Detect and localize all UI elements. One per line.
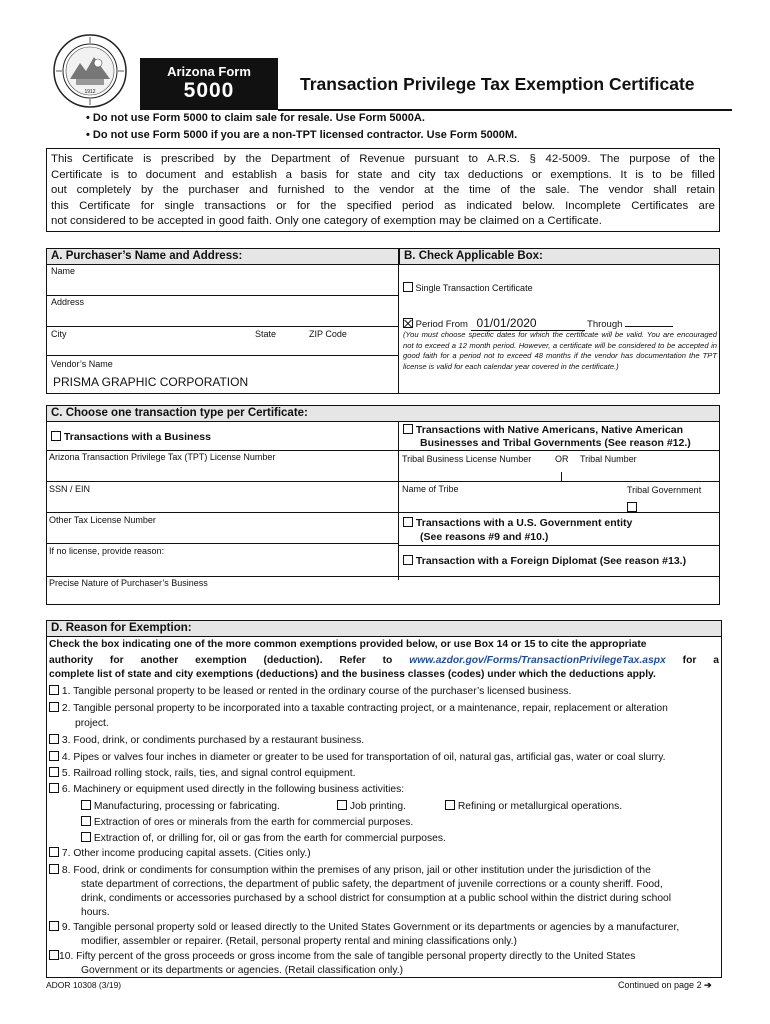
or-label: OR (555, 454, 569, 464)
state-label: State (255, 329, 277, 339)
reason-text: 4. Pipes or valves four inches in diameter or greater to be used for transportation of oil, natural gas, artificial gas, water or coal slurry. (61, 752, 666, 763)
instruction-text: for a (682, 655, 719, 666)
tribal-government-option[interactable] (627, 498, 637, 516)
ab-divider (398, 249, 399, 393)
period-note: (You must choose specific dates for which the certificate will be valid. You are encouraged not to exceed a 12 month period. However, a certificate will be considered to be accepted in good faith for a period not to exceed 48 months if the vendor has documentation the TPT license is valid for each calendar year covered in the certificate.) (403, 330, 717, 371)
reason-6[interactable] (49, 783, 404, 797)
intro-line: Certificate is to document and establish a basis for state and city tax deductions or exemptions. It is to be filled (51, 168, 715, 181)
reason-text: 3. Food, drink, or condiments purchased by a restaurant business. (61, 735, 365, 746)
form-id: ADOR 10308 (3/19) (46, 980, 122, 990)
row-rule (399, 545, 719, 546)
tribal-government-label: Tribal Government (627, 485, 702, 495)
arrow-right-icon: ➔ (704, 980, 712, 990)
intro-line: out completely by the purchaser and furnished to the vendor at the time of the sale. The vendor shall retain (51, 184, 715, 196)
section-c-header: C. Choose one transaction type per Certificate: (47, 406, 719, 422)
title-rule (278, 109, 732, 111)
form-number-box (140, 58, 278, 110)
instruction-line-1: Check the box indicating one of the more common exemptions provided below, or use Box 14 or 15 to cite the appropriate (49, 639, 647, 650)
address-label: Address (51, 297, 85, 307)
period-from-field[interactable]: 01/01/2020 (471, 316, 585, 331)
row-rule (47, 450, 398, 451)
state-field[interactable] (255, 339, 305, 353)
no-license-label: If no license, provide reason: (49, 546, 165, 556)
bullet-contractor: • Do not use Form 5000 if you are a non-TPT licensed contractor. Use Form 5000M. (86, 129, 518, 141)
oil-gas-checkbox[interactable] (81, 832, 91, 842)
tick-mark (561, 472, 562, 481)
section-c (46, 405, 720, 605)
business-nature-label: Precise Nature of Purchaser’s Business (49, 578, 208, 588)
form-label: Arizona Form (167, 64, 251, 79)
row-rule (47, 295, 398, 296)
vendor-name-field[interactable]: PRISMA GRAPHIC CORPORATION (53, 375, 249, 389)
intro-line: not considered to be accepted in good faith. Only one category of exemption may be claimed on a Certificate. (51, 215, 602, 227)
continued-text: Continued on page 2 (618, 980, 702, 990)
period-option[interactable] (403, 315, 719, 331)
section-ab (46, 248, 720, 394)
reason-text: 1. Tangible personal property to be leased or rented in the ordinary course of the purchaser’s licensed business. (61, 686, 572, 697)
native-american-label: Transactions with Native Americans, Native American (415, 424, 683, 436)
instruction-text: authority for another exemption (deduction). Refer to (49, 655, 393, 666)
tribal-number-label: Tribal Number (580, 454, 637, 464)
native-american-checkbox[interactable] (403, 424, 413, 434)
us-government-option[interactable] (403, 517, 632, 529)
reason-6-oil-gas[interactable] (81, 832, 446, 846)
other-license-label: Other Tax License Number (49, 515, 156, 525)
tribe-name-label: Name of Tribe (402, 484, 459, 494)
row-rule (47, 355, 398, 356)
c-divider (398, 422, 399, 580)
single-transaction-option[interactable] (403, 282, 533, 293)
bullet-resale-text: Do not use Form 5000 to claim sale for resale. Use Form 5000A. (92, 112, 425, 124)
section-a-header: A. Purchaser’s Name and Address: (47, 249, 399, 265)
reason-7[interactable] (49, 847, 311, 861)
svg-text:1912: 1912 (84, 89, 96, 95)
reason-10[interactable] (49, 950, 635, 964)
reason-8-line-2: state department of corrections, the department of public safety, the department of juvenile corrections or a county sheriff. Food, (81, 879, 663, 890)
native-american-label-2: Businesses and Tribal Governments (See reason #12.) (420, 437, 691, 449)
reason-7-checkbox[interactable] (49, 847, 59, 857)
intro-line: this Certificate for single transactions or for the specified period as indicated below. Incomplete Certificates are (51, 199, 715, 212)
name-field[interactable] (51, 275, 395, 293)
city-field[interactable] (51, 339, 251, 353)
reason-8[interactable] (49, 864, 651, 878)
instruction-line-2 (49, 655, 719, 666)
reason-6-job-printing[interactable] (337, 800, 406, 814)
foreign-diplomat-label: Transaction with a Foreign Diplomat (See reason #13.) (415, 555, 687, 567)
reason-8-line-3: drink, condiments or accessories purchased by a school district for consumption at a public school within the district during school (81, 893, 672, 904)
job-printing-checkbox[interactable] (337, 800, 347, 810)
reason-2-continued: project. (75, 718, 109, 729)
azdor-link[interactable]: www.azdor.gov/Forms/TransactionPrivilegeTax.aspx (409, 655, 666, 666)
row-rule (47, 481, 398, 482)
manufacturing-checkbox[interactable] (81, 800, 91, 810)
reason-6-refining[interactable] (445, 800, 622, 814)
reason-text: Refining or metallurgical operations. (457, 801, 623, 812)
name-label: Name (51, 266, 76, 276)
reason-1-checkbox[interactable] (49, 685, 59, 695)
us-government-checkbox[interactable] (403, 517, 413, 527)
reason-10-checkbox[interactable] (49, 950, 59, 960)
reason-9[interactable] (49, 921, 679, 935)
section-d-header: D. Reason for Exemption: (47, 621, 721, 637)
vendor-label: Vendor’s Name (51, 359, 113, 369)
period-from-label: Period From (415, 319, 468, 330)
tribal-license-label: Tribal Business License Number (402, 454, 532, 464)
native-american-option[interactable] (403, 424, 683, 436)
foreign-diplomat-checkbox[interactable] (403, 555, 413, 565)
form-title: Transaction Privilege Tax Exemption Certificate (300, 74, 695, 94)
single-transaction-checkbox[interactable] (403, 282, 413, 292)
reason-text: 5. Railroad rolling stock, rails, ties, and signal control equipment. (61, 768, 356, 779)
row-rule (47, 512, 398, 513)
bullet-contractor-text: Do not use Form 5000 if you are a non-TPT licensed contractor. Use Form 5000M. (92, 129, 518, 141)
extraction-checkbox[interactable] (81, 816, 91, 826)
zip-label: ZIP Code (309, 329, 347, 339)
reason-6-extraction[interactable] (81, 816, 413, 830)
form-number: 5000 (183, 79, 235, 102)
through-label: Through (587, 319, 623, 330)
business-checkbox[interactable] (51, 431, 61, 441)
reason-text: 9. Tangible personal property sold or leased directly to the United States Government or its departments or agencies by a manufacturer, (61, 922, 680, 933)
reason-text: Extraction of ores or minerals from the earth for commercial purposes. (93, 817, 414, 828)
intro-line: This Certificate is prescribed by the Department of Revenue pursuant to A.R.S. § 42-5009. The purpose of the (51, 153, 715, 165)
reason-text: 10. Fifty percent of the gross proceeds or gross income from the sale of tangible personal property directly to the United States (59, 951, 636, 962)
reason-6-checkbox[interactable] (49, 783, 59, 793)
row-rule (47, 543, 398, 544)
reason-4[interactable] (49, 751, 666, 765)
reason-2-checkbox[interactable] (49, 702, 59, 712)
row-rule (399, 481, 719, 482)
intro-box (46, 148, 720, 232)
row-rule (399, 512, 719, 513)
period-checkbox[interactable] (403, 318, 413, 328)
section-b-header: B. Check Applicable Box: (399, 249, 719, 265)
reason-2[interactable] (49, 702, 668, 716)
reason-8-line-4: hours. (81, 907, 110, 918)
reason-6-manufacturing[interactable] (81, 800, 280, 814)
row-rule (47, 576, 719, 577)
row-rule (47, 326, 398, 327)
business-option[interactable] (51, 431, 211, 443)
reason-4-checkbox[interactable] (49, 751, 59, 761)
reason-9-checkbox[interactable] (49, 921, 59, 931)
tpt-license-label: Arizona Transaction Privilege Tax (TPT) License Number (49, 452, 276, 462)
reason-3-checkbox[interactable] (49, 734, 59, 744)
reason-5-checkbox[interactable] (49, 767, 59, 777)
reason-text: 7. Other income producing capital assets. (Cities only.) (61, 848, 311, 859)
single-transaction-label: Single Transaction Certificate (415, 283, 533, 293)
reason-text: 8. Food, drink or condiments for consumption within the premises of any prison, jail or other institution under the jurisdiction of the (61, 865, 651, 876)
foreign-diplomat-option[interactable] (403, 555, 686, 567)
continued-note (618, 980, 712, 991)
reason-9-line-2: modifier, assembler or repairer. (Retail, personal property rental and mining classifications only.) (81, 936, 517, 947)
reason-text: Job printing. (349, 801, 406, 812)
reason-text: Extraction of, or drilling for, oil or gas from the earth for commercial purposes. (93, 833, 446, 844)
us-government-label: Transactions with a U.S. Government entity (415, 517, 633, 529)
ssn-label: SSN / EIN (49, 484, 91, 494)
reason-8-checkbox[interactable] (49, 864, 59, 874)
business-label: Transactions with a Business (63, 431, 211, 443)
reason-text: 6. Machinery or equipment used directly in the following business activities: (61, 784, 405, 795)
reason-5[interactable] (49, 767, 355, 781)
reason-text: 2. Tangible personal property to be incorporated into a taxable contracting project, or a maintenance, repair, replacement or alteration (61, 703, 668, 714)
refining-checkbox[interactable] (445, 800, 455, 810)
reason-10-line-2: Government or its departments or agencies. (Retail classification only.) (81, 965, 404, 976)
reason-text: Manufacturing, processing or fabricating. (93, 801, 280, 812)
reason-3[interactable] (49, 734, 364, 748)
bullet-resale: • Do not use Form 5000 to claim sale for resale. Use Form 5000A. (86, 112, 425, 124)
address-field[interactable] (51, 306, 395, 324)
instruction-line-3: complete list of state and city exemptions (deductions) and the business classes (codes) under which the deductions apply. (49, 669, 656, 680)
city-label: City (51, 329, 67, 339)
section-d (46, 620, 722, 978)
zip-field[interactable] (309, 339, 395, 353)
arizona-state-seal (52, 33, 128, 109)
us-government-label-2: (See reasons #9 and #10.) (420, 531, 549, 543)
tribal-government-checkbox[interactable] (627, 502, 637, 512)
through-field[interactable] (625, 315, 673, 327)
row-rule (399, 450, 719, 451)
reason-1[interactable] (49, 685, 571, 699)
